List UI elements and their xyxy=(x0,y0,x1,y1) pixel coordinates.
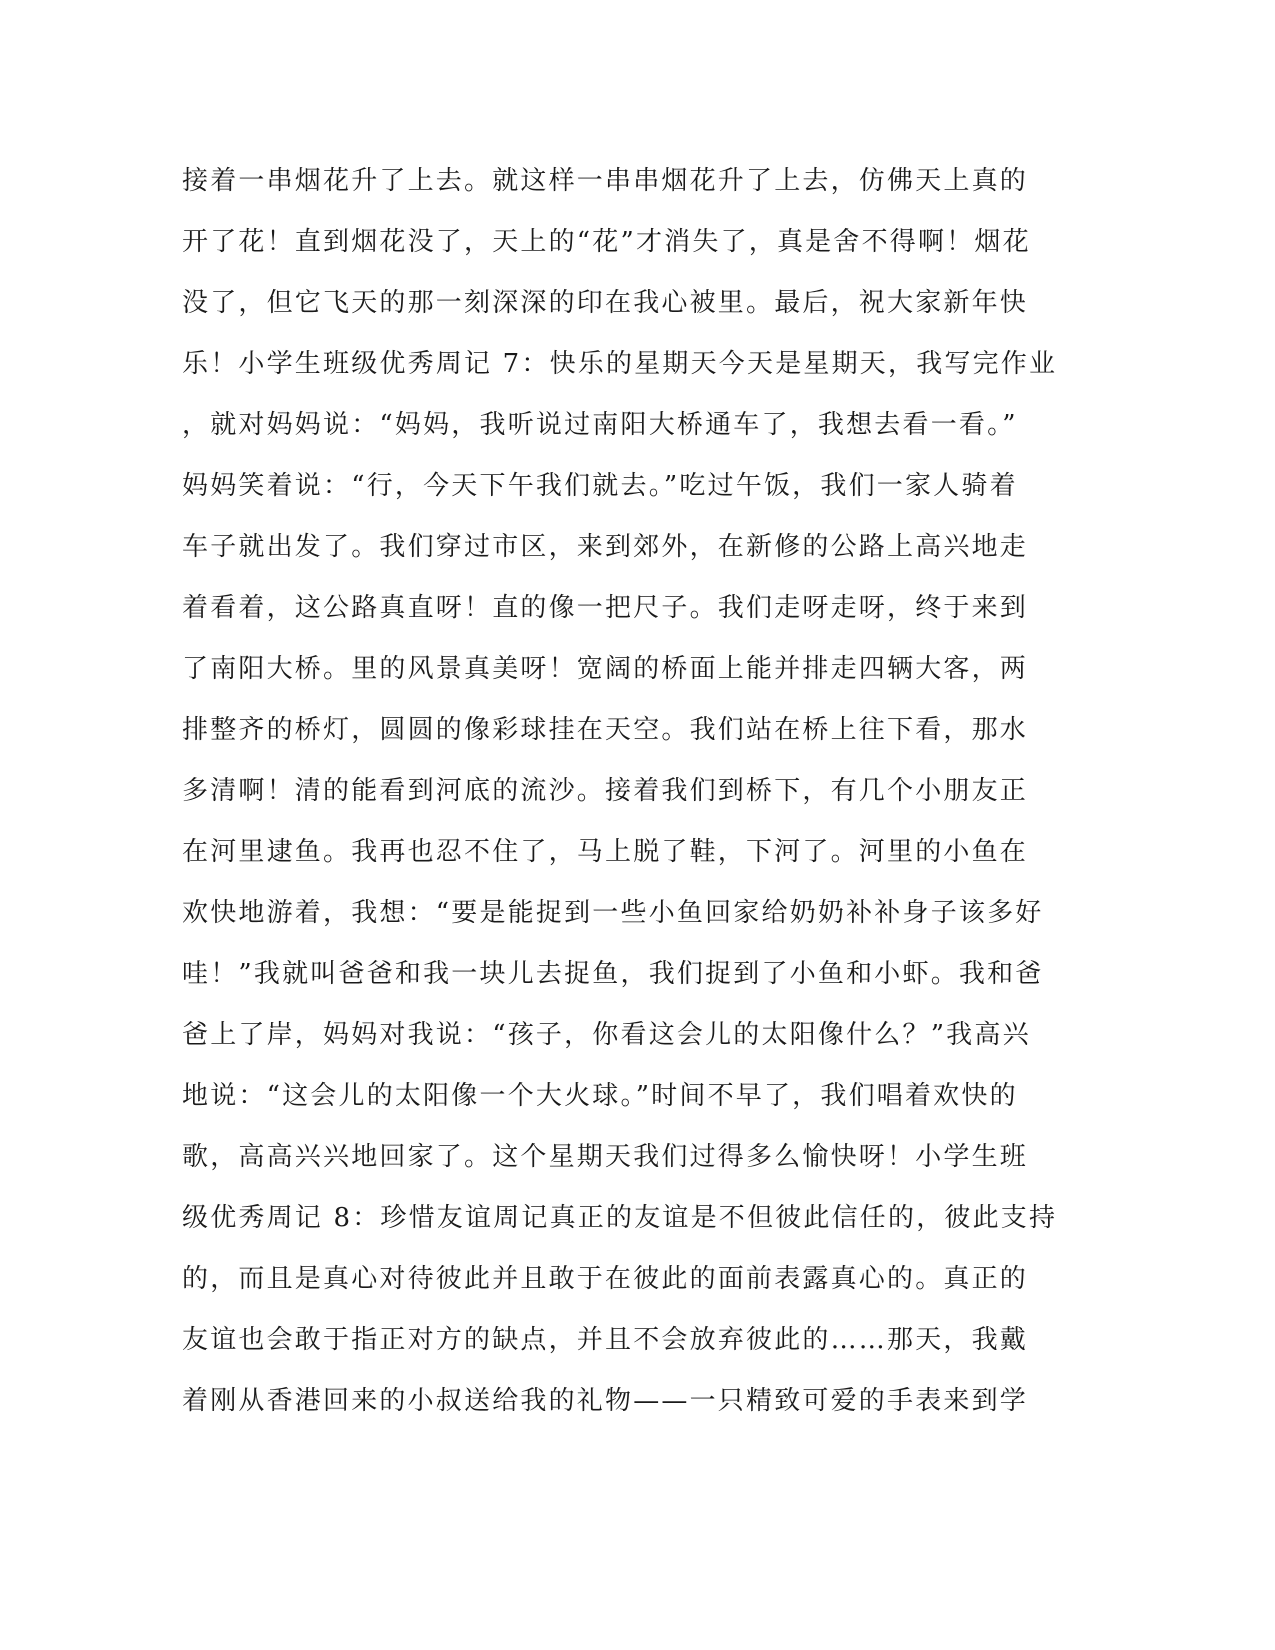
text-line: 了南阳大桥。里的风景真美呀！宽阔的桥面上能并排走四辆大客，两 xyxy=(182,654,1029,684)
body-text xyxy=(182,155,1062,1436)
text-line: 多清啊！清的能看到河底的流沙。接着我们到桥下，有几个小朋友正 xyxy=(182,776,1029,806)
text-line: 在河里逮鱼。我再也忍不住了，马上脱了鞋，下河了。河里的小鱼在 xyxy=(182,837,1029,867)
text-line: 的，而且是真心对待彼此并且敢于在彼此的面前表露真心的。真正的 xyxy=(182,1264,1029,1294)
text-line: 哇！”我就叫爸爸和我一块儿去捉鱼，我们捉到了小鱼和小虾。我和爸 xyxy=(182,959,1044,989)
text-line: 排整齐的桥灯，圆圆的像彩球挂在天空。我们站在桥上往下看，那水 xyxy=(182,715,1029,745)
text-line: 爸上了岸，妈妈对我说：“孩子，你看这会儿的太阳像什么？”我高兴 xyxy=(182,1020,1031,1050)
text-line: 妈妈笑着说：“行，今天下午我们就去。”吃过午饭，我们一家人骑着 xyxy=(182,471,1018,501)
text-line: 没了，但它飞天的那一刻深深的印在我心被里。最后，祝大家新年快 xyxy=(182,288,1029,318)
text-line: 欢快地游着，我想：“要是能捉到一些小鱼回家给奶奶补补身子该多好 xyxy=(182,898,1044,928)
text-line: 友谊也会敢于指正对方的缺点，并且不会放弃彼此的……那天，我戴 xyxy=(182,1325,1029,1355)
text-line: 乐！小学生班级优秀周记 7：快乐的星期天今天是星期天，我写完作业 xyxy=(182,349,1058,379)
text-line: 车子就出发了。我们穿过市区，来到郊外，在新修的公路上高兴地走 xyxy=(182,532,1029,562)
text-line: 着看着，这公路真直呀！直的像一把尺子。我们走呀走呀，终于来到 xyxy=(182,593,1029,623)
text-line: ，就对妈妈说：“妈妈，我听说过南阳大桥通车了，我想去看一看。” xyxy=(182,410,1018,440)
text-line: 歌，高高兴兴地回家了。这个星期天我们过得多么愉快呀！小学生班 xyxy=(182,1142,1029,1172)
text-line: 开了花！直到烟花没了，天上的“花”才消失了，真是舍不得啊！烟花 xyxy=(182,227,1031,257)
text-line: 着刚从香港回来的小叔送给我的礼物——一只精致可爱的手表来到学 xyxy=(182,1386,1029,1416)
text-line: 接着一串烟花升了上去。就这样一串串烟花升了上去，仿佛天上真的 xyxy=(182,166,1029,196)
text-line: 地说：“这会儿的太阳像一个大火球。”时间不早了，我们唱着欢快的 xyxy=(182,1081,1018,1111)
text-line: 级优秀周记 8：珍惜友谊周记真正的友谊是不但彼此信任的，彼此支持 xyxy=(182,1203,1058,1233)
